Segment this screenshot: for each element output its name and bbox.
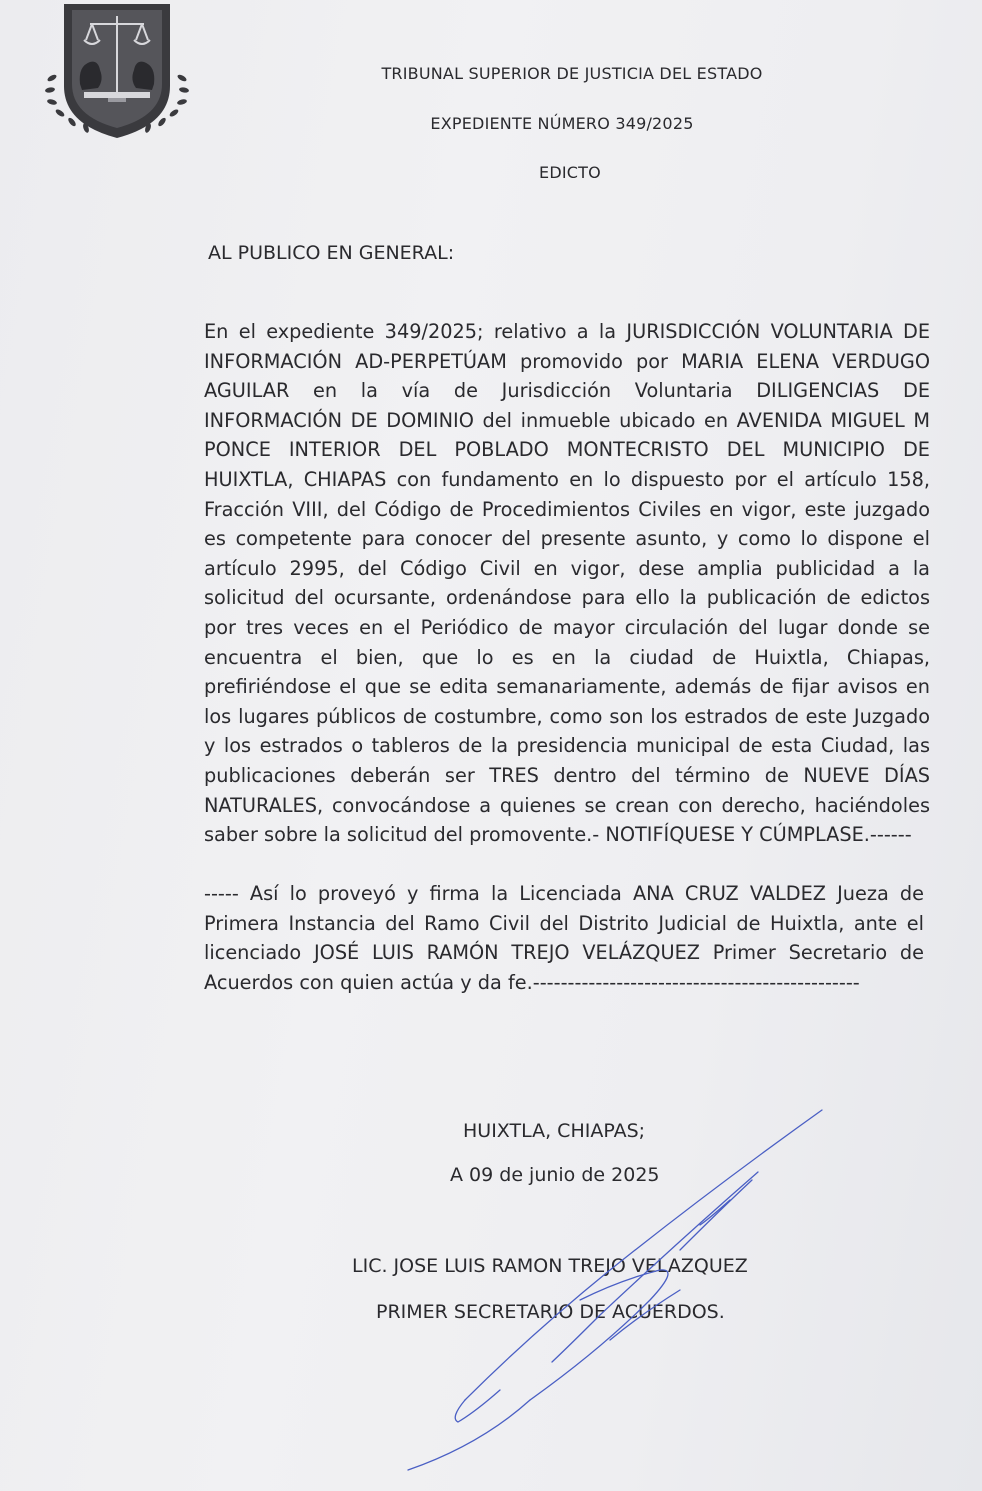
- court-seal-icon: [42, 0, 192, 150]
- signer-role: PRIMER SECRETARIO DE ACUERDOS.: [376, 1301, 725, 1323]
- document-type: EDICTO: [539, 163, 601, 182]
- place-line: HUIXTLA, CHIAPAS;: [463, 1120, 646, 1142]
- handwritten-signature: [380, 1100, 850, 1480]
- institution-title: TRIBUNAL SUPERIOR DE JUSTICIA DEL ESTADO: [381, 64, 763, 83]
- signer-name: LIC. JOSE LUIS RAMON TREJO VELAZQUEZ: [352, 1255, 748, 1277]
- case-number: EXPEDIENTE NÚMERO 349/2025: [430, 114, 694, 133]
- signature-clause-paragraph: ----- Así lo proveyó y firma la Licenciada ANA CRUZ VALDEZ Jueza de Primera Instancia del Ramo Civil del Distrito Judicial de Huixtla, ante el licenciado JOSÉ LUIS RAMÓN TREJO VELÁZQUEZ Primer Secretario de Acuerdos con quien actúa y da fe.-----------------------------------------------: [204, 882, 924, 994]
- edict-body-paragraph: En el expediente 349/2025; relativo a la JURISDICCIÓN VOLUNTARIA DE INFORMACIÓN AD-PERPETÚAM promovido por MARIA ELENA VERDUGO AGUILAR en la vía de Jurisdicción Voluntaria DILIGENCIAS DE INFORMACIÓN DE DOMINIO del inmueble ubicado en AVENIDA MIGUEL M PONCE INTERIOR DEL POBLADO MONTECRISTO DEL MUNICIPIO DE HUIXTLA, CHIAPAS con fundamento en lo dispuesto por el artículo 158, Fracción VIII, del Código de Procedimientos Civiles en vigor, este juzgado es competente para conocer del presente asunto, y como lo dispone el artículo 2995, del Código Civil en vigor, dese amplia publicidad a la solicitud del ocursante, ordenándose para ello la publicación de edictos por tres veces en el Periódico de mayor circulación del lugar donde se encuentra el bien, que lo es en la ciudad de Huixtla, Chiapas, prefiriéndose el que se edita semanariamente, además de fijar avisos en los lugares públicos de costumbre, como son los estrados de este Juzgado y los estrados o tableros de la presidencia municipal de esta Ciudad, las publicaciones deberán ser TRES dentro del término de NUEVE DÍAS NATURALES, convocándose a quienes se crean con derecho, haciéndoles saber sobre la solicitud del promovente.- NOTIFÍQUESE Y CÚMPLASE.------: [204, 320, 930, 847]
- salutation: AL PUBLICO EN GENERAL:: [208, 242, 455, 264]
- date-line: A 09 de junio de 2025: [450, 1164, 660, 1186]
